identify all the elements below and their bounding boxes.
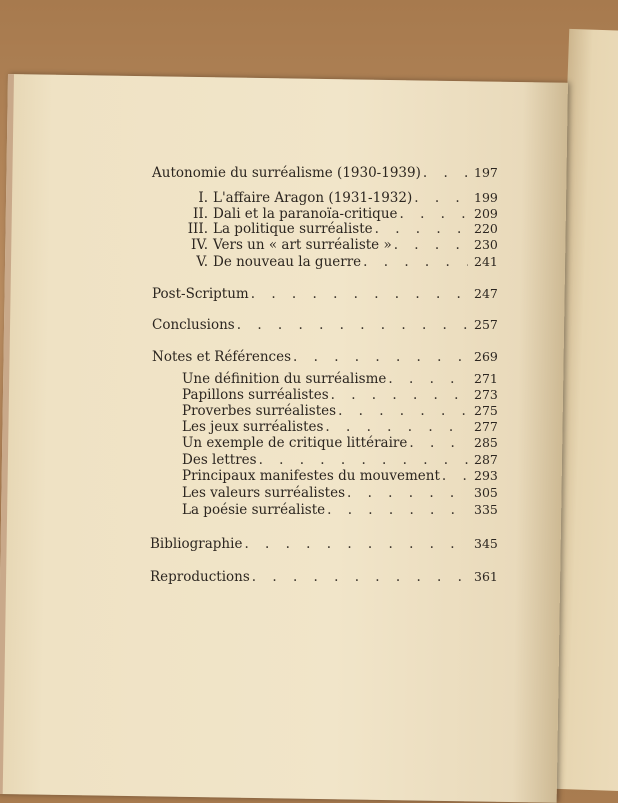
- toc-entry: [186, 254, 504, 270]
- entry-title: Un exemple de critique littéraire: [182, 435, 408, 451]
- toc-entry: [182, 452, 504, 468]
- page-number: 273: [474, 387, 498, 402]
- dot-leader: [251, 286, 468, 302]
- page-number: 241: [474, 254, 498, 269]
- dot-leader: [252, 569, 468, 585]
- dot-leader: [409, 435, 468, 451]
- dot-leader: [388, 371, 468, 387]
- toc-entry: [150, 536, 504, 552]
- chapter-numeral: V.: [196, 254, 208, 270]
- toc-entry: [182, 435, 504, 451]
- page-number: 287: [474, 452, 498, 467]
- dot-leader: [363, 254, 468, 270]
- dot-leader: [394, 237, 468, 253]
- dot-leader: [325, 419, 468, 435]
- page-number: 197: [474, 165, 498, 180]
- dot-leader: [442, 468, 468, 484]
- chapter-numeral: IV.: [190, 237, 208, 253]
- toc-entry: [182, 387, 504, 403]
- entry-title: La poésie surréaliste: [182, 502, 326, 518]
- entry-title: Des lettres: [182, 452, 257, 468]
- dot-leader: [400, 206, 468, 222]
- dot-leader: [293, 349, 468, 365]
- page-number: 247: [474, 286, 498, 301]
- page-number: 257: [474, 317, 498, 332]
- dot-leader: [347, 485, 468, 501]
- toc-entry: [182, 502, 504, 518]
- dot-leader: [331, 387, 468, 403]
- dot-leader: [244, 536, 468, 552]
- entry-title: De nouveau la guerre: [213, 254, 362, 270]
- page-number: 305: [474, 485, 498, 500]
- toc-entry: [182, 468, 504, 484]
- page-number: 361: [474, 569, 498, 584]
- page-number: 345: [474, 536, 498, 551]
- entry-title: Les jeux surréalistes: [182, 419, 324, 435]
- dot-leader: [414, 190, 468, 206]
- page-number: 335: [474, 502, 498, 517]
- entry-title: Principaux manifestes du mouvement: [182, 468, 440, 484]
- toc-entry: [182, 419, 504, 435]
- entry-title: Autonomie du surréalisme (1930-1939): [152, 165, 421, 181]
- entry-title: Post-Scriptum: [152, 286, 249, 302]
- toc-entry: [150, 569, 504, 585]
- entry-title: Une définition du surréalisme: [182, 371, 387, 387]
- entry-title: Conclusions: [152, 317, 235, 333]
- page-number: 209: [474, 206, 498, 221]
- entry-title: Bibliographie: [150, 536, 243, 552]
- entry-title: Vers un « art surréaliste »: [213, 237, 392, 253]
- dot-leader: [423, 165, 468, 181]
- dot-leader: [327, 502, 468, 518]
- dot-leader: [259, 452, 468, 468]
- toc-entry: [152, 317, 504, 333]
- page-number: 271: [474, 371, 498, 386]
- page-number: 230: [474, 237, 498, 252]
- entry-title: Papillons surréalistes: [182, 387, 329, 403]
- chapter-numeral: I.: [198, 190, 208, 206]
- entry-title: L'affaire Aragon (1931-1932): [213, 190, 413, 206]
- page-number: 275: [474, 403, 498, 418]
- entry-title: Dali et la paranoïa-critique: [213, 206, 398, 222]
- toc-entry: [152, 165, 504, 181]
- entry-title: Proverbes surréalistes: [182, 403, 337, 419]
- toc-entry: [186, 221, 504, 237]
- page-number: 199: [474, 190, 498, 205]
- page-number: 269: [474, 349, 498, 364]
- entry-title: Les valeurs surréalistes: [182, 485, 345, 501]
- toc-entry: [152, 286, 504, 302]
- dot-leader: [237, 317, 468, 333]
- page-number: 277: [474, 419, 498, 434]
- toc-entry: [186, 237, 504, 253]
- toc-entry: [182, 403, 504, 419]
- entry-title: La politique surréaliste: [213, 221, 373, 237]
- toc-entry: [182, 485, 504, 501]
- entry-title: Notes et Références: [152, 349, 292, 365]
- dot-leader: [375, 221, 468, 237]
- page-number: 220: [474, 221, 498, 236]
- toc-entry: [186, 190, 504, 206]
- toc-entry: [182, 371, 504, 387]
- page-number: 285: [474, 435, 498, 450]
- toc-entry: [152, 349, 504, 365]
- chapter-numeral: II.: [193, 206, 208, 222]
- entry-title: Reproductions: [150, 569, 250, 585]
- chapter-numeral: III.: [187, 221, 208, 237]
- dot-leader: [338, 403, 468, 419]
- page-number: 293: [474, 468, 498, 483]
- toc-entry: [186, 206, 504, 222]
